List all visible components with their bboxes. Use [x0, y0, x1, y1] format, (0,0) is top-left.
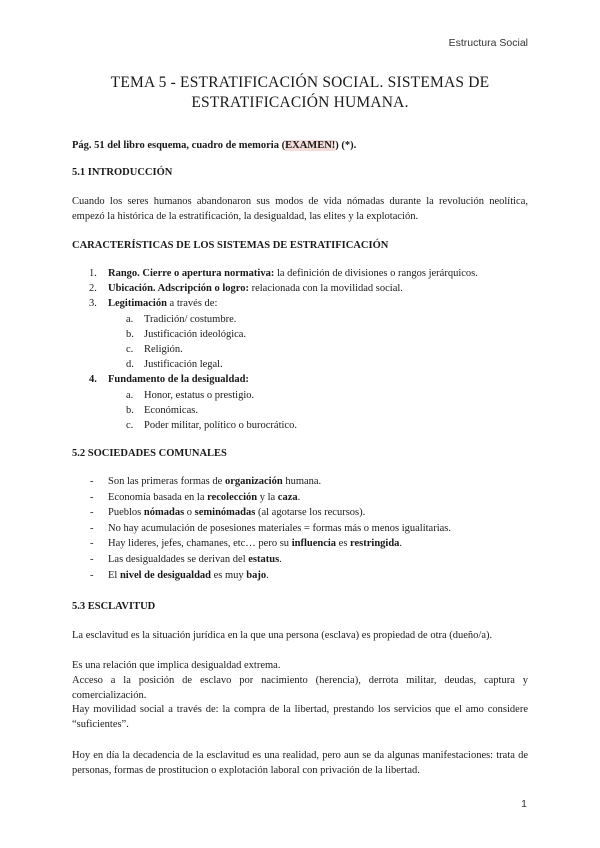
list-item [72, 266, 528, 281]
list-item-bold: Fundamento de la desigualdad: [108, 374, 249, 386]
sub-list-letter: c. [126, 420, 134, 432]
sub-list-item [72, 388, 528, 403]
exam-note [72, 139, 528, 153]
section-heading-5-2: 5.2 SOCIEDADES COMUNALES [72, 448, 227, 459]
list-bold-text: caza [277, 491, 298, 503]
list-text: Hay lideres, jefes, chamanes, etc… pero su [108, 538, 292, 550]
list-item-text: la definición de divisiones o rangos jerárquicos. [274, 268, 478, 279]
sub-list-item [72, 327, 528, 342]
list-item [72, 521, 528, 537]
list-item [72, 474, 528, 490]
list-item-text: a través de: [166, 298, 218, 310]
list-dash: - [90, 491, 94, 503]
sub-list-letter: b. [126, 328, 134, 340]
sub-list-text: Religión. [144, 344, 183, 356]
list-item [72, 281, 528, 296]
list-item-bold: Legitimación [108, 298, 167, 310]
list-bold-text: seminómadas [194, 507, 256, 519]
section-heading-5-1: 5.1 INTRODUCCIÓN [72, 167, 173, 178]
characteristics-list [72, 266, 528, 433]
list-bold-text: nómadas [143, 507, 185, 519]
list-text: Las desigualdades se derivan del [108, 553, 249, 565]
section-heading-5-3: 5.3 ESCLAVITUD [72, 601, 156, 612]
section-heading-caracteristicas: CARACTERÍSTICAS DE LOS SISTEMAS DE ESTRATIFICACIÓN [72, 240, 389, 251]
sub-list-item [72, 418, 528, 433]
list-number: 2. [89, 283, 97, 295]
sub-list-text: Justificación ideológica. [144, 328, 247, 340]
list-dash: - [90, 522, 94, 534]
list-bold-text: recolección [207, 491, 258, 503]
slavery-paragraph-4: Hay movilidad social a través de: la compra de la libertad, prestando los servicios que el amo considere “suficientes”. [72, 704, 528, 730]
list-item [72, 372, 528, 387]
list-number: 3. [89, 298, 97, 310]
list-text: es [336, 538, 351, 550]
list-item [72, 296, 528, 311]
sub-list-text: Económicas. [144, 404, 198, 416]
slavery-paragraph-3: Acceso a la posición de esclavo por nacimiento (herencia), derrota militar, deudas, captura y comercialización. [72, 675, 528, 701]
sub-list-letter: b. [126, 404, 134, 416]
list-bold-text: organización [224, 476, 283, 487]
list-text: es muy [211, 569, 247, 581]
list-bold-text: nivel de desigualdad [119, 569, 211, 581]
list-text: Son las primeras formas de [108, 476, 225, 487]
list-number: 4. [89, 374, 97, 386]
sub-list-item [72, 342, 528, 357]
sub-list-item [72, 312, 528, 327]
list-item [72, 490, 528, 506]
list-text: No hay acumulación de posesiones materiales = formas más o menos igualitarias. [108, 522, 451, 534]
list-text: y la [257, 491, 278, 503]
slavery-paragraph-2: Es una relación que implica desigualdad extrema. [72, 660, 281, 671]
list-item [72, 568, 528, 584]
list-dash: - [90, 538, 94, 550]
list-item [72, 536, 528, 552]
list-text: Pueblos [108, 507, 144, 519]
list-text: o [184, 507, 195, 519]
list-item-bold: Rango. Cierre o apertura normativa: [108, 268, 275, 279]
list-bold-text: bajo [246, 569, 267, 581]
list-text: Economía basada en la [108, 491, 208, 503]
list-bold-text: influencia [291, 538, 337, 550]
list-item-bold: Ubicación. Adscripción o logro: [108, 283, 249, 295]
sub-list-letter: a. [126, 389, 134, 401]
slavery-paragraph-1: La esclavitud es la situación jurídica en la que una persona (esclava) es propiedad de otra (dueño/a). [72, 630, 493, 641]
document-title-line-1: TEMA 5 - ESTRATIFICACIÓN SOCIAL. SISTEMAS DE [110, 74, 490, 91]
sub-list-text: Justificación legal. [144, 359, 223, 371]
list-text: . [297, 491, 301, 503]
sub-list-item [72, 403, 528, 418]
list-text: humana. [282, 476, 322, 487]
document-title [72, 73, 528, 113]
exam-note-highlight: EXAMEN! [285, 140, 336, 151]
sub-list-letter: c. [126, 344, 134, 356]
list-dash: - [90, 553, 94, 565]
page-number: 1 [521, 798, 527, 810]
sub-list-text: Honor, estatus o prestigio. [144, 389, 255, 401]
list-dash: - [90, 476, 94, 487]
list-text: . [266, 569, 269, 581]
document-title-line-2: ESTRATIFICACIÓN HUMANA. [191, 94, 409, 111]
list-dash: - [90, 569, 94, 581]
list-number: 1. [89, 268, 97, 279]
intro-paragraph: Cuando los seres humanos abandonaron sus modos de vida nómadas durante la revolución neolítica, empezó la histórica de la estratificación, la desigualdad, las elites y la explotación. [72, 196, 528, 222]
sub-list-item [72, 357, 528, 372]
sub-list-text: Poder militar, político o burocrático. [144, 420, 297, 432]
list-item [72, 505, 528, 521]
list-text: El [108, 569, 120, 581]
sub-list-letter: d. [126, 359, 134, 371]
slavery-paragraph-5: Hoy en día la decadencia de la esclavitud es una realidad, pero aun se da algunas manifestaciones: trata de personas, formas de prostitucion o explotación laboral con privación de la libertad. [72, 750, 528, 776]
list-bold-text: restringida [350, 538, 400, 550]
list-text: . [279, 553, 282, 565]
list-text: . [399, 538, 403, 550]
exam-note-pre: Pág. 51 del libro esquema, cuadro de memoria ( [72, 140, 286, 151]
exam-note-post: ) (*). [335, 140, 357, 151]
page-header: Estructura Social [448, 37, 528, 49]
sub-list-letter: a. [126, 313, 134, 325]
sub-list-text: Tradición/ costumbre. [144, 313, 237, 325]
communal-societies-list [72, 474, 528, 583]
list-item [72, 552, 528, 568]
list-item-text: relacionada con la movilidad social. [248, 283, 403, 295]
list-dash: - [90, 507, 94, 519]
list-bold-text: estatus [248, 553, 280, 565]
list-text: (al agotarse los recursos). [255, 507, 366, 519]
